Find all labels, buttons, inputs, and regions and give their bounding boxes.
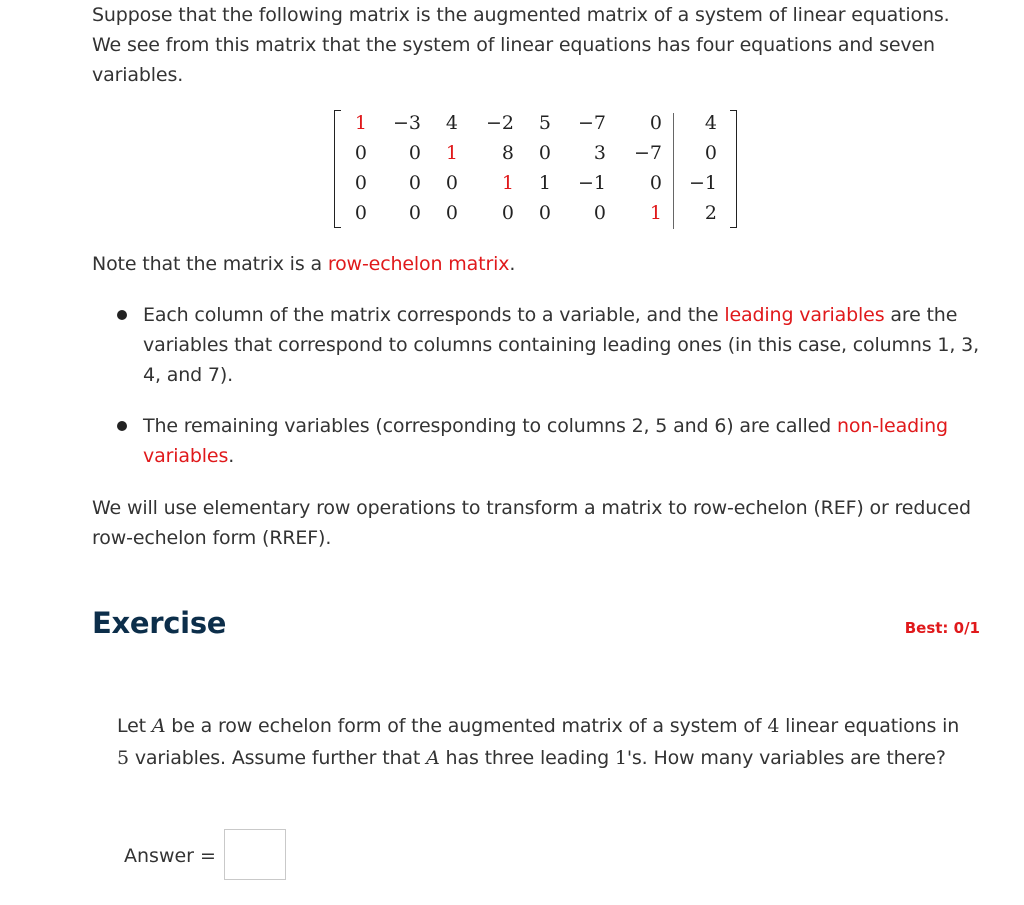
bullet-suffix: . — [228, 445, 235, 467]
matrix-cell: 3 — [593, 142, 606, 164]
matrix-cell: 0 — [501, 202, 514, 224]
matrix-cell: 5 — [538, 112, 551, 134]
matrix-cell: 8 — [501, 142, 514, 164]
row-operations-paragraph: We will use elementary row operations to transform a matrix to row-echelon (REF) or reduced row-echelon form (RREF). — [92, 497, 971, 549]
math-num: 1 — [614, 747, 627, 769]
note-paragraph — [92, 249, 982, 279]
matrix-cell: −7 — [577, 112, 606, 134]
question-text: linear equations in — [779, 715, 960, 737]
matrix-cell: 0 — [408, 172, 421, 194]
question-text: variables. Assume further that — [128, 747, 427, 769]
leading-variables-link[interactable]: leading variables — [724, 304, 885, 326]
exercise-heading: Exercise — [92, 606, 227, 640]
matrix-cell-leading-one: 1 — [445, 142, 458, 164]
intro-paragraph: Suppose that the following matrix is the augmented matrix of a system of linear equations. We see from this matrix that the system of linear equations has four equations and seven variables. — [92, 4, 950, 86]
answer-label: Answer = — [124, 845, 216, 867]
matrix-cell: 0 — [538, 202, 551, 224]
matrix-cell: 0 — [354, 172, 367, 194]
matrix-cell: −2 — [485, 112, 514, 134]
math-num: 4 — [767, 715, 780, 737]
matrix-cell: 2 — [704, 202, 717, 224]
matrix-cell: 1 — [538, 172, 551, 194]
answer-input[interactable] — [224, 829, 286, 880]
bullet-prefix: Each column of the matrix corresponds to a variable, and the — [143, 304, 725, 326]
matrix-cell: 0 — [408, 202, 421, 224]
bullet-dot — [117, 310, 127, 320]
matrix-cell: 0 — [649, 172, 662, 194]
matrix-cell: 4 — [704, 112, 717, 134]
bullet-suffix: are the variables that correspond to columns containing leading ones (in this case, columns 1, 3, 4, and 7). — [143, 304, 979, 386]
matrix-cell: 0 — [354, 202, 367, 224]
matrix-cell: 0 — [445, 172, 458, 194]
question-text: Let — [117, 715, 152, 737]
matrix-cell: −1 — [577, 172, 606, 194]
math-var-a: A — [426, 747, 440, 769]
matrix-cell: 0 — [649, 112, 662, 134]
matrix-cell: 0 — [538, 142, 551, 164]
math-var-a: A — [151, 715, 166, 737]
matrix-cell-leading-one: 1 — [354, 112, 367, 134]
question-text: has three leading — [439, 747, 615, 769]
matrix-cell: −3 — [392, 112, 421, 134]
matrix-cell: 0 — [704, 142, 717, 164]
matrix-cell: 0 — [354, 142, 367, 164]
math-num: 5 — [117, 747, 129, 769]
matrix-cell: 0 — [445, 202, 458, 224]
matrix-cell: −7 — [633, 142, 662, 164]
matrix-cell: 4 — [445, 112, 458, 134]
row-echelon-link[interactable]: row-echelon matrix — [327, 253, 510, 275]
exercise-question — [117, 710, 977, 774]
question-text: 's. How many variables are there? — [626, 747, 946, 769]
matrix-cell-leading-one: 1 — [501, 172, 514, 194]
bullet-prefix: The remaining variables (corresponding to columns 2, 5 and 6) are called — [143, 415, 837, 437]
matrix-cell: 0 — [593, 202, 606, 224]
non-leading-variables-link[interactable]: non-leading variables — [143, 415, 948, 467]
bullet-dot — [117, 421, 127, 431]
bullet-leading-variables — [143, 300, 983, 390]
matrix-cell-leading-one: 1 — [649, 202, 662, 224]
matrix-cell: 0 — [408, 142, 421, 164]
matrix-augment-divider — [673, 113, 674, 229]
matrix-right-bracket — [730, 110, 737, 228]
bullet-non-leading-variables — [143, 411, 983, 471]
question-text: be a row echelon form of the augmented matrix of a system of — [165, 715, 768, 737]
note-suffix: . — [509, 253, 516, 275]
best-score-badge: Best: 0/1 — [904, 619, 980, 637]
note-prefix: Note that the matrix is a — [92, 253, 328, 275]
matrix-cell: −1 — [688, 172, 717, 194]
